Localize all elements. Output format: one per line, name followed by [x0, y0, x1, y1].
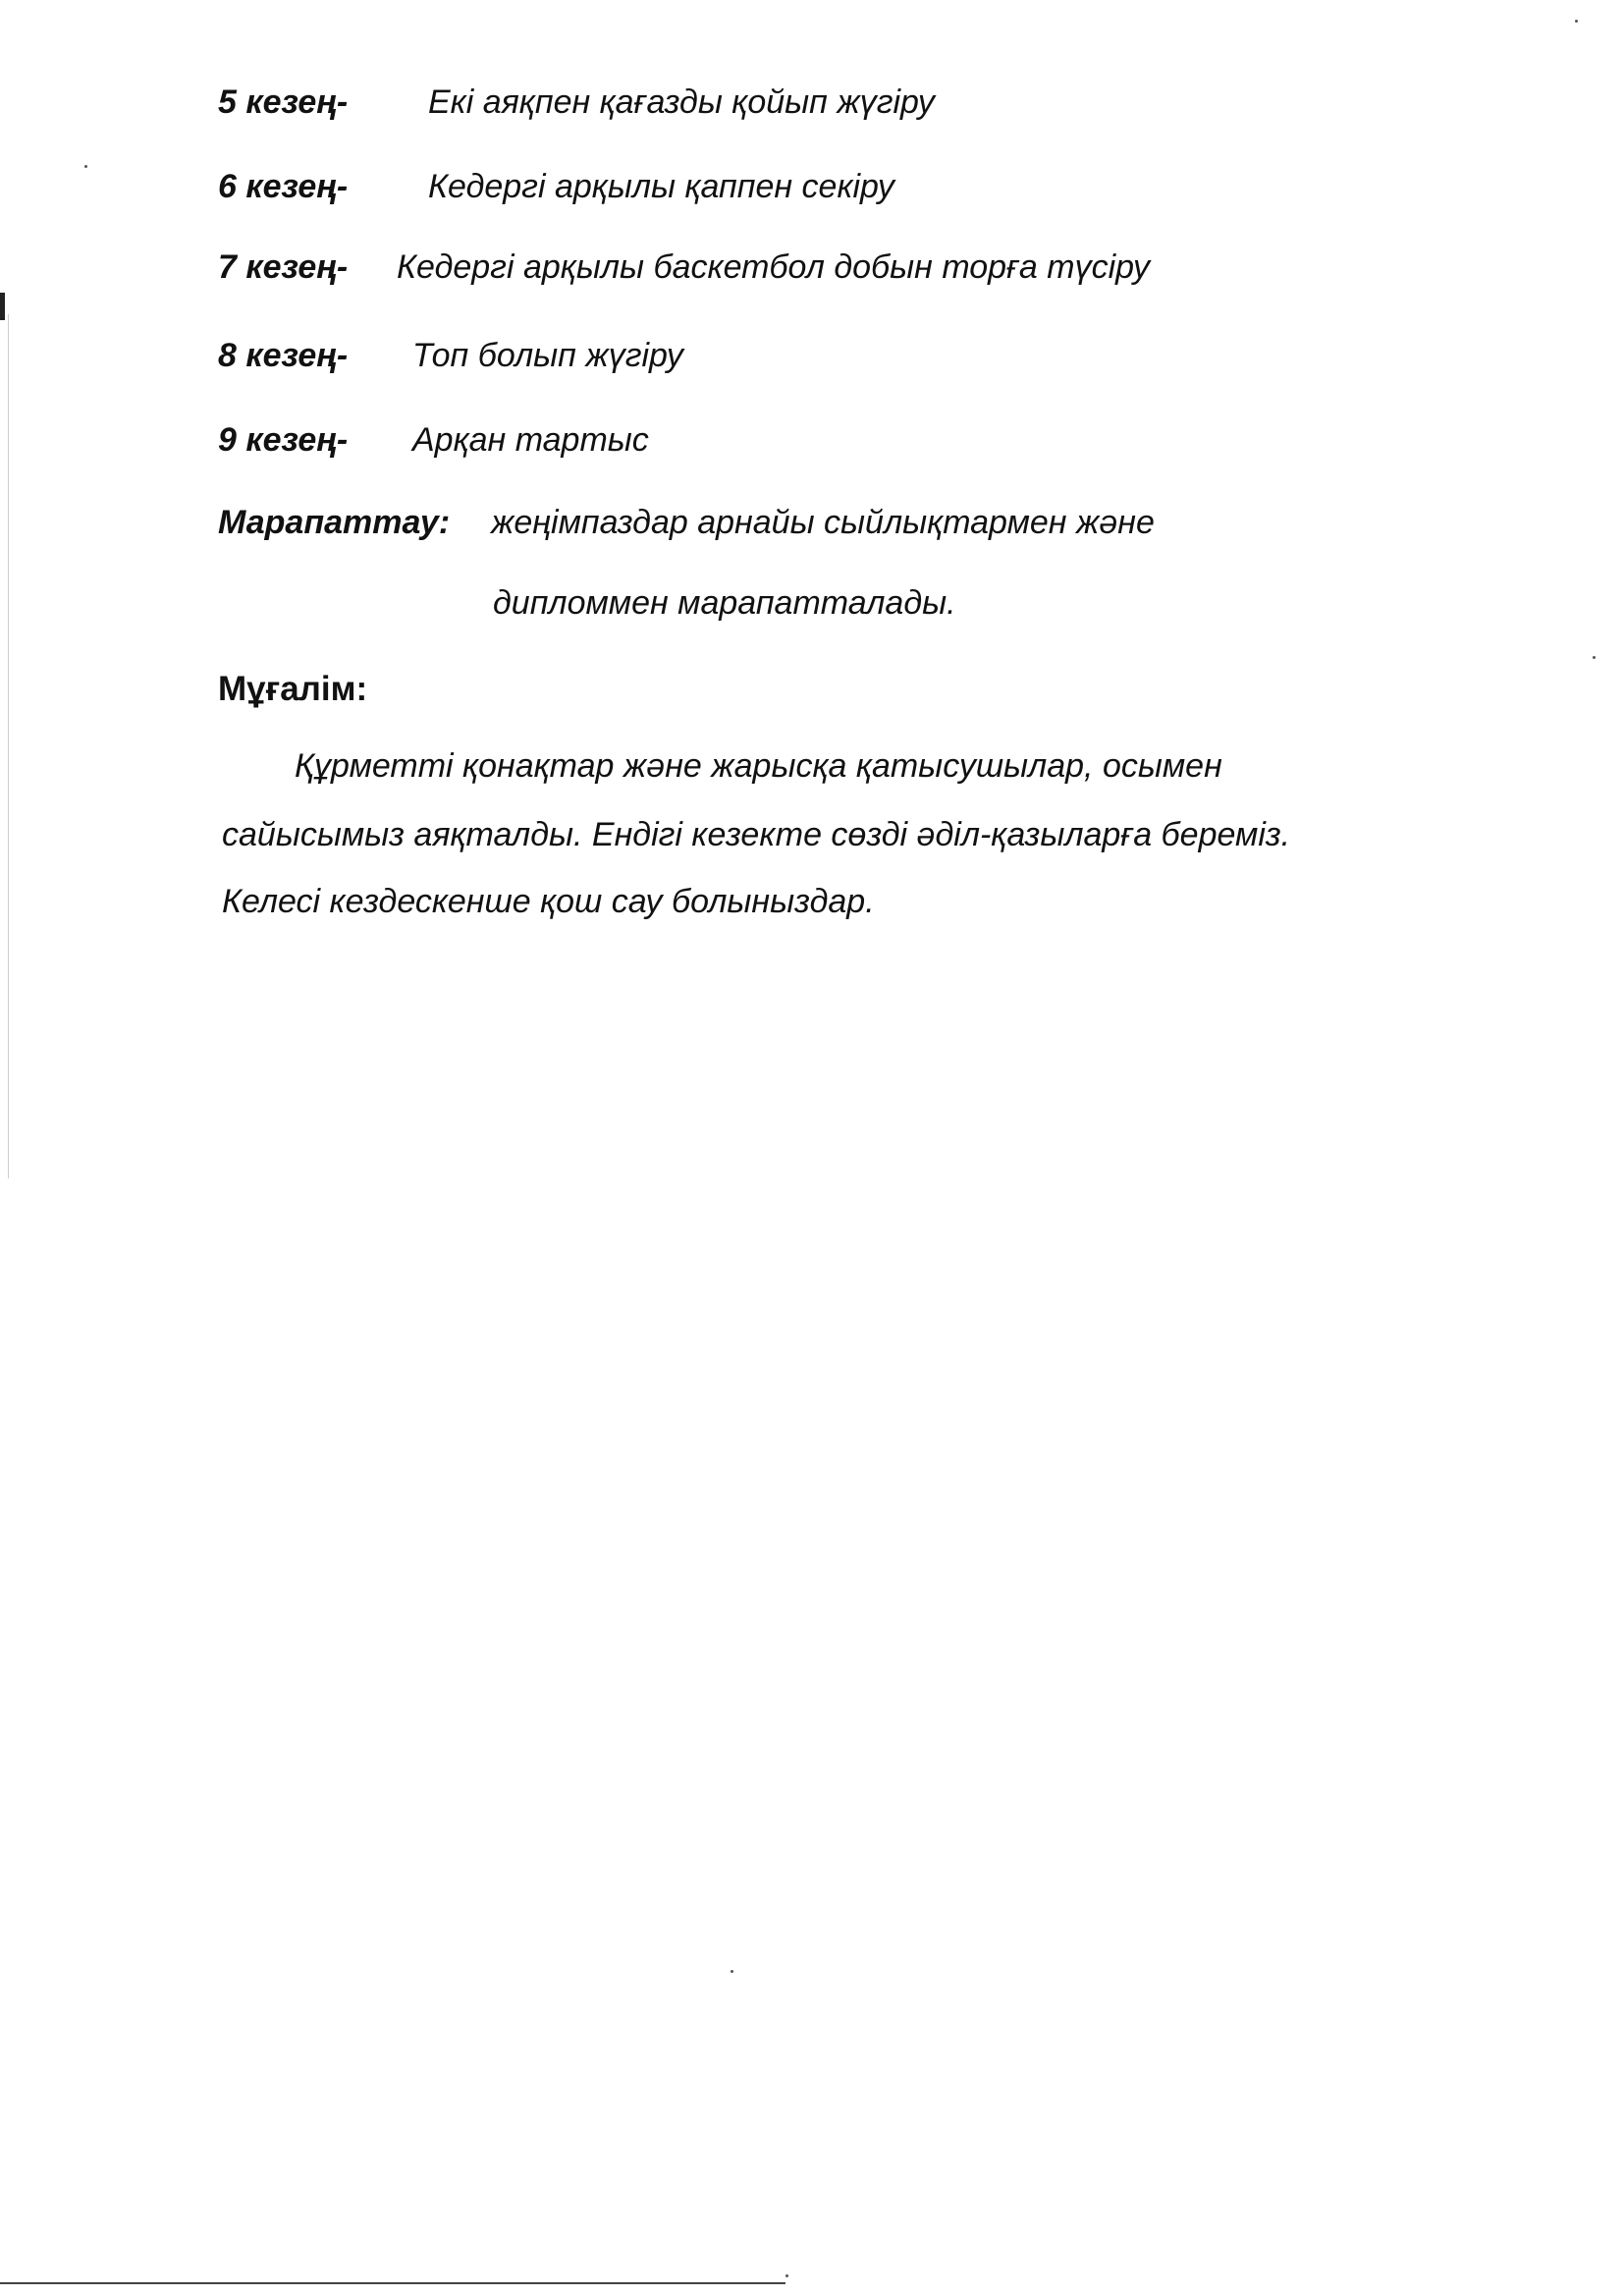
- stage-row: [218, 82, 935, 122]
- award-row-continuation: [493, 583, 956, 623]
- scan-speck: [1575, 20, 1578, 23]
- stage-text: Екі аяқпен қағазды қойып жүгіру: [428, 83, 935, 121]
- stage-text: Топ болып жүгіру: [412, 337, 683, 374]
- scan-speck: [1593, 656, 1596, 659]
- stage-row: [218, 420, 649, 460]
- stage-row: [218, 247, 1150, 287]
- scan-speck: [84, 165, 87, 168]
- award-label: Марапаттау:: [218, 504, 451, 541]
- stage-row: [218, 167, 894, 206]
- stage-text: Кедергі арқылы қаппен секіру: [428, 168, 894, 205]
- stage-label: 5 кезең-: [218, 83, 349, 121]
- award-text-line-2: дипломмен марапатталады.: [493, 584, 956, 622]
- teacher-paragraph-line-3: Келесі кездескенше қош сау болыныздар.: [222, 883, 875, 920]
- stage-row: [218, 336, 683, 375]
- scan-speck: [731, 1970, 733, 1973]
- scan-edge-mark: [0, 293, 5, 320]
- stage-label: 9 кезең-: [218, 421, 349, 459]
- scan-bottom-rule: [0, 2282, 785, 2284]
- award-row: [218, 503, 1155, 542]
- stage-label: 7 кезең-: [218, 248, 349, 286]
- teacher-paragraph-line-1: Құрметті қонақтар және жарысқа қатысушылар, осымен: [295, 747, 1222, 785]
- stage-text: Арқан тартыс: [412, 421, 649, 459]
- teacher-paragraph-line-2: сайысымыз аяқталды. Ендігі кезекте сөзді әділ-қазыларға береміз.: [222, 816, 1291, 853]
- teacher-heading: Мұғалім:: [218, 670, 368, 708]
- stage-text: Кедергі арқылы баскетбол добын торға түсіру: [397, 248, 1150, 286]
- stage-label: 6 кезең-: [218, 168, 349, 205]
- scan-edge-line: [8, 314, 9, 1178]
- award-text-line-1: жеңімпаздар арнайы сыйлықтармен және: [491, 504, 1155, 541]
- scan-speck: [785, 2274, 788, 2277]
- stage-label: 8 кезең-: [218, 337, 349, 374]
